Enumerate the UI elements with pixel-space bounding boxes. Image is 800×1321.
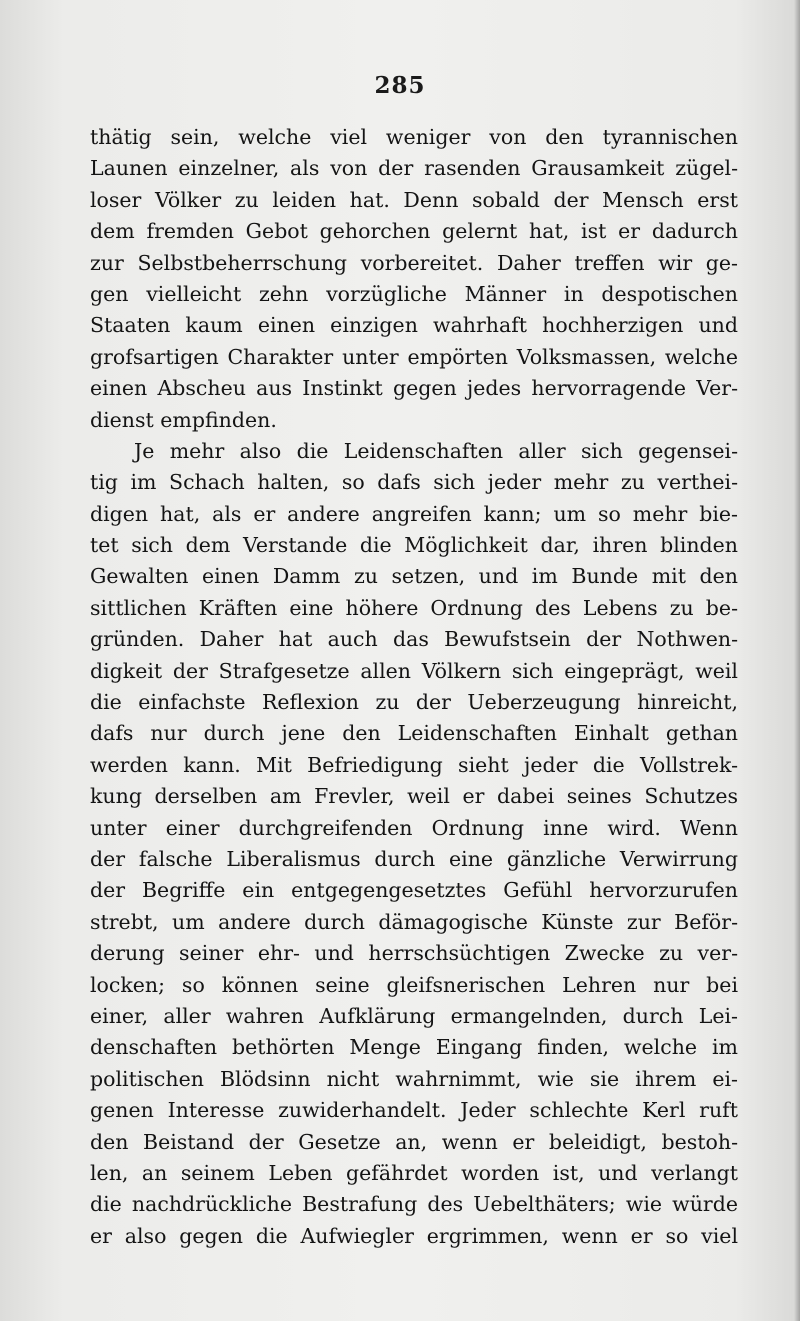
text-line: den Beistand der Gesetze an, wenn er beleidigt, bestoh- bbox=[90, 1129, 738, 1154]
text-line: len, an seinem Leben gefährdet worden ist, und verlangt bbox=[90, 1160, 738, 1185]
text-line: einer, aller wahren Aufklärung ermangelnden, durch Lei- bbox=[90, 1003, 738, 1028]
text-line: Launen einzelner, als von der rasenden Grausamkeit zügel- bbox=[90, 156, 738, 181]
text-line: der Begriffe ein entgegengesetztes Gefühl hervorzurufen bbox=[90, 878, 738, 903]
text-line: tet sich dem Verstande die Möglichkeit dar, ihren blinden bbox=[90, 533, 738, 558]
text-line: digkeit der Strafgesetze allen Völkern sich eingeprägt, weil bbox=[90, 658, 738, 683]
text-line: dem fremden Gebot gehorchen gelernt hat, ist er dadurch bbox=[90, 219, 738, 244]
text-line: genen Interesse zuwiderhandelt. Jeder schlechte Kerl ruft bbox=[90, 1098, 738, 1123]
text-line: tig im Schach halten, so dafs sich jeder mehr zu verthei- bbox=[90, 470, 738, 495]
text-line: der falsche Liberalismus durch eine gänzliche Verwirrung bbox=[90, 846, 738, 871]
text-line: loser Völker zu leiden hat. Denn sobald der Mensch erst bbox=[90, 187, 738, 212]
text-line: die einfachste Reflexion zu der Ueberzeugung hinreicht, bbox=[90, 690, 738, 715]
text-line: kung derselben am Frevler, weil er dabei seines Schutzes bbox=[90, 784, 738, 809]
page-edge-shadow bbox=[794, 0, 800, 1321]
text-line: grofsartigen Charakter unter empörten Volksmassen, welche bbox=[90, 344, 738, 369]
text-line: locken; so können seine gleifsnerischen Lehren nur bei bbox=[90, 972, 738, 997]
text-line: einen Abscheu aus Instinkt gegen jedes hervorragende Ver- bbox=[90, 376, 738, 401]
text-line: politischen Blödsinn nicht wahrnimmt, wie sie ihrem ei- bbox=[90, 1066, 738, 1091]
text-line: gen vielleicht zehn vorzügliche Männer in despotischen bbox=[90, 281, 738, 306]
text-line: sittlichen Kräften eine höhere Ordnung des Lebens zu be- bbox=[90, 595, 738, 620]
text-line: Je mehr also die Leidenschaften aller sich gegensei- bbox=[134, 438, 738, 463]
body-text bbox=[90, 122, 738, 1252]
text-line: Gewalten einen Damm zu setzen, und im Bunde mit den bbox=[90, 564, 738, 589]
text-line: thätig sein, welche viel weniger von den tyrannischen bbox=[90, 125, 738, 149]
text-line: Staaten kaum einen einzigen wahrhaft hochherzigen und bbox=[90, 313, 738, 338]
text-line: denschaften bethörten Menge Eingang finden, welche im bbox=[90, 1035, 738, 1060]
text-line: unter einer durchgreifenden Ordnung inne wird. Wenn bbox=[90, 815, 738, 840]
text-line: derung seiner ehr- und herrschsüchtigen Zwecke zu ver- bbox=[90, 941, 738, 966]
text-line: gründen. Daher hat auch das Bewufstsein der Nothwen- bbox=[90, 627, 738, 652]
text-line: dafs nur durch jene den Leidenschaften Einhalt gethan bbox=[90, 721, 738, 746]
text-line: die nachdrückliche Bestrafung des Uebelthäters; wie würde bbox=[90, 1192, 738, 1217]
text-line: strebt, um andere durch dämagogische Künste zur Beför- bbox=[90, 909, 738, 934]
text-line: er also gegen die Aufwiegler ergrimmen, wenn er so viel bbox=[90, 1223, 738, 1248]
text-line: werden kann. Mit Befriedigung sieht jeder die Vollstrek- bbox=[90, 752, 738, 777]
text-line: zur Selbstbeherrschung vorbereitet. Daher treffen wir ge- bbox=[90, 250, 738, 275]
page-number: 285 bbox=[374, 72, 426, 99]
text-line: digen hat, als er andere angreifen kann; um so mehr bie- bbox=[90, 501, 738, 526]
text-line: dienst empfinden. bbox=[90, 407, 277, 432]
